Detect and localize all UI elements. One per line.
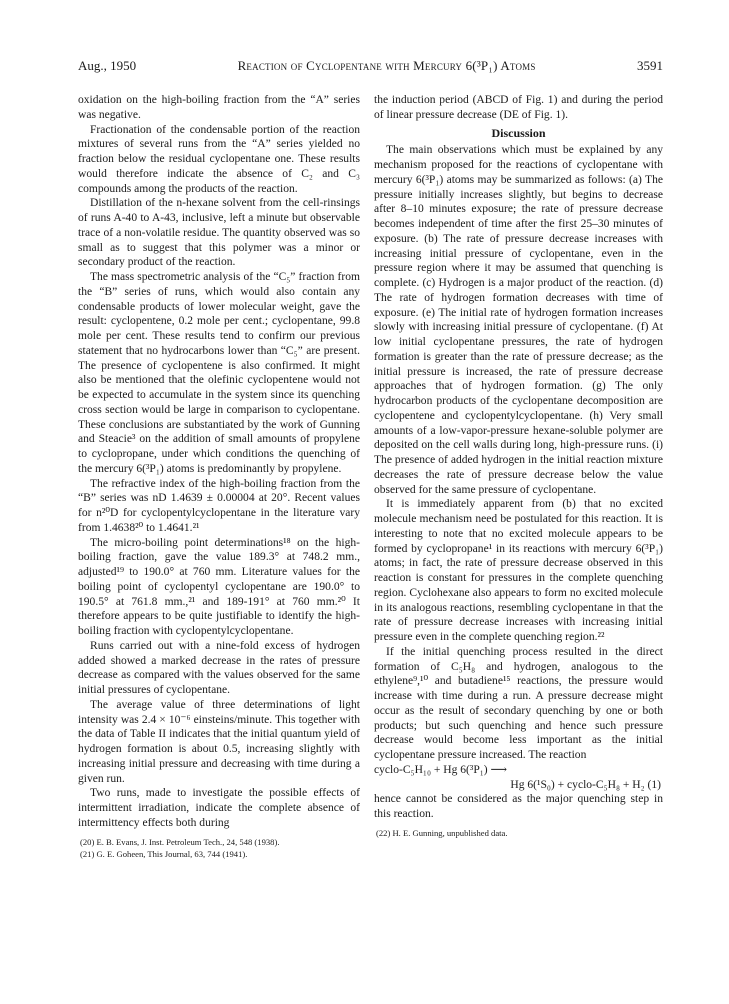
header-date: Aug., 1950 [78,58,137,73]
paragraph: Fractionation of the condensable portion of the reaction mixtures of several runs from the “A” series yielded no fraction below the residual cyclopentane one. These results would therefore indicate the absence of C₂ and C₃ compounds among the products of the reaction. [78,123,360,195]
paragraph: The refractive index of the high-boiling fraction from the “B” series was nD 1.4639 ± 0.00004 at 20°. Recent values for n²⁰D for cyclopentylcyclopentane in the literature vary from 1.4638²⁰ to 1.4641.²¹ [78,477,360,534]
section-heading: Discussion [491,125,546,140]
footnote: (21) G. E. Goheen, This Journal, 63, 744 (1941). [80,848,248,859]
paragraph: The main observations which must be explained by any mechanism proposed for the reactions of cyclopentane with mercury 6(³P₁) atoms may be summarized as follows: (a) The pressure initially increases slightly, but begins to decrease after 8–10 minutes exposure; the rate of pressure decrease becomes independent of time after the first 25–30 minutes of exposure. (b) The rate of pressure decrease increases with increasing initial pressure of cyclopentane, even in the pressure region where it may be assumed that quenching is complete. (c) Hydrogen is a major product of the reaction. (d) The rate of hydrogen formation decreases with time of exposure. (e) The initial rate of hydrogen formation increases slowly with increasing initial pressure of cyclopentane. (f) At low initial cyclopentane pressures, the rate of hydrogen formation is greater than the rate of pressure decrease; as the initial pressure is increased, the rate of pressure decrease approaches that of hydrogen formation. (g) The only hydrocarbon products of the cyclopentane decomposition are cyclopentene and cyclopentylcyclopentane. (h) Very small amounts of a low-vapor-pressure hexane-soluble polymer are deposited on the cell walls during long, high-pressure runs. (i) The presence of added hydrogen in the initial reaction mixture decreases the rate of pressure decrease below the value observed for the same pressure of cyclopentane. [374,144,663,496]
paragraph: oxidation on the high-boiling fraction from the “A” series was negative. [78,94,360,121]
paragraph: hence cannot be considered as the major quenching step in this reaction. [374,793,663,820]
paragraph: Two runs, made to investigate the possible effects of intermittent irradiation, indicate the complete absence of intermittency effects both during [78,787,360,829]
footnote: (20) E. B. Evans, J. Inst. Petroleum Tech., 24, 548 (1938). [80,836,280,847]
left-column [78,93,360,860]
footnotes [78,836,360,860]
header-page-number: 3591 [637,58,663,73]
paragraph: Distillation of the n-hexane solvent from the cell-rinsings of runs A-40 to A-43, inclusive, left a minute but observable trace of a non-volatile residue. The quantity observed was so small as to suggest that this polymer was a minor or secondary product of the reaction. [78,197,360,269]
equation [374,763,663,793]
paragraph: The average value of three determinations of light intensity was 2.4 × 10⁻⁶ einsteins/minute. This together with the data of Table II indicates that the initial quantum yield of hydrogen formation is about 0.5, increasing slightly with increasing initial pressure and decreasing with time during a given run. [78,698,360,785]
paragraph: the induction period (ABCD of Fig. 1) and during the period of linear pressure decrease (DE of Fig. 1). [374,94,663,121]
paragraph: It is immediately apparent from (b) that no excited molecule mechanism need be postulated for this reaction. It is interesting to note that no excited molecule appears to be formed by cyclopropane¹ in its reactions with mercury 6(³P₁) atoms; in fact, the rate of pressure decrease observed in this reaction is constant for pressures in the complete quenching region. Cyclohexane also appears to form no excited molecule in its analogous reactions, resembling cyclopentane in that the rate of pressure decrease increases with increasing initial pressure even in the complete quenching region.²² [374,498,663,643]
running-header [78,58,663,78]
footnotes [374,827,663,839]
equation-line: Hg 6(¹S₀) + cyclo-C₅H₈ + H₂ (1) [510,778,661,791]
paragraph: If the initial quenching process resulted in the direct formation of C₅H₈ and hydrogen, analogous to the ethylene⁹,¹⁰ and butadiene¹⁵ reactions, the pressure would increase with time during a run. A pressure decrease might occur as the result of secondary quenching by one or both products; but such quenching and hence such pressure decrease would become less important as the initial cyclopentane pressure increased. The reaction [374,645,663,761]
paragraph: The mass spectrometric analysis of the “C₅” fraction from the “B” series of runs, which would also contain any condensable products of lower molecular weight, gave the result: cyclopentene, 0.2 mole per cent.; cyclopentane, 99.8 mole per cent. These results tend to confirm our previous statement that no hydrocarbons lower than “C₅” are present. The presence of cyclopentene is also confirmed. It might also be mentioned that the olefinic cyclopentene would not be expected to accumulate in the system since its quenching cross section would be large in comparison to cyclopentane. These conclusions are substantiated by the work of Gunning and Steacie³ on the addition of small amounts of propylene to cyclopropane, under which conditions the quenching of the mercury 6(³P₁) atoms is predominantly by propylene. [78,271,360,475]
header-title: Reaction of Cyclopentane with Mercury 6(³P₁) Atoms [237,58,536,73]
footnote: (22) H. E. Gunning, unpublished data. [376,827,508,838]
equation-line: cyclo-C₅H₁₀ + Hg 6(³P₁) ⟶ [374,763,508,776]
right-column [374,93,663,839]
paragraph: The micro-boiling point determinations¹⁸ on the high-boiling fraction, gave the value 189.3° at 748.2 mm., adjusted¹⁹ to 190.0° at 760 mm. Literature values for the boiling point of cyclopentyl cyclopentane are 190.0° to 190.5° at 761.8 mm.,²¹ and 189-191° at 760 mm.²⁰ It therefore appears to be quite justifiable to identify the high-boiling fraction with cyclopentylcyclopentane. [78,536,360,637]
paragraph: Runs carried out with a nine-fold excess of hydrogen added showed a marked decrease in the rates of pressure decrease as compared with the values observed for the same initial pressures of cyclopentane. [78,639,360,696]
